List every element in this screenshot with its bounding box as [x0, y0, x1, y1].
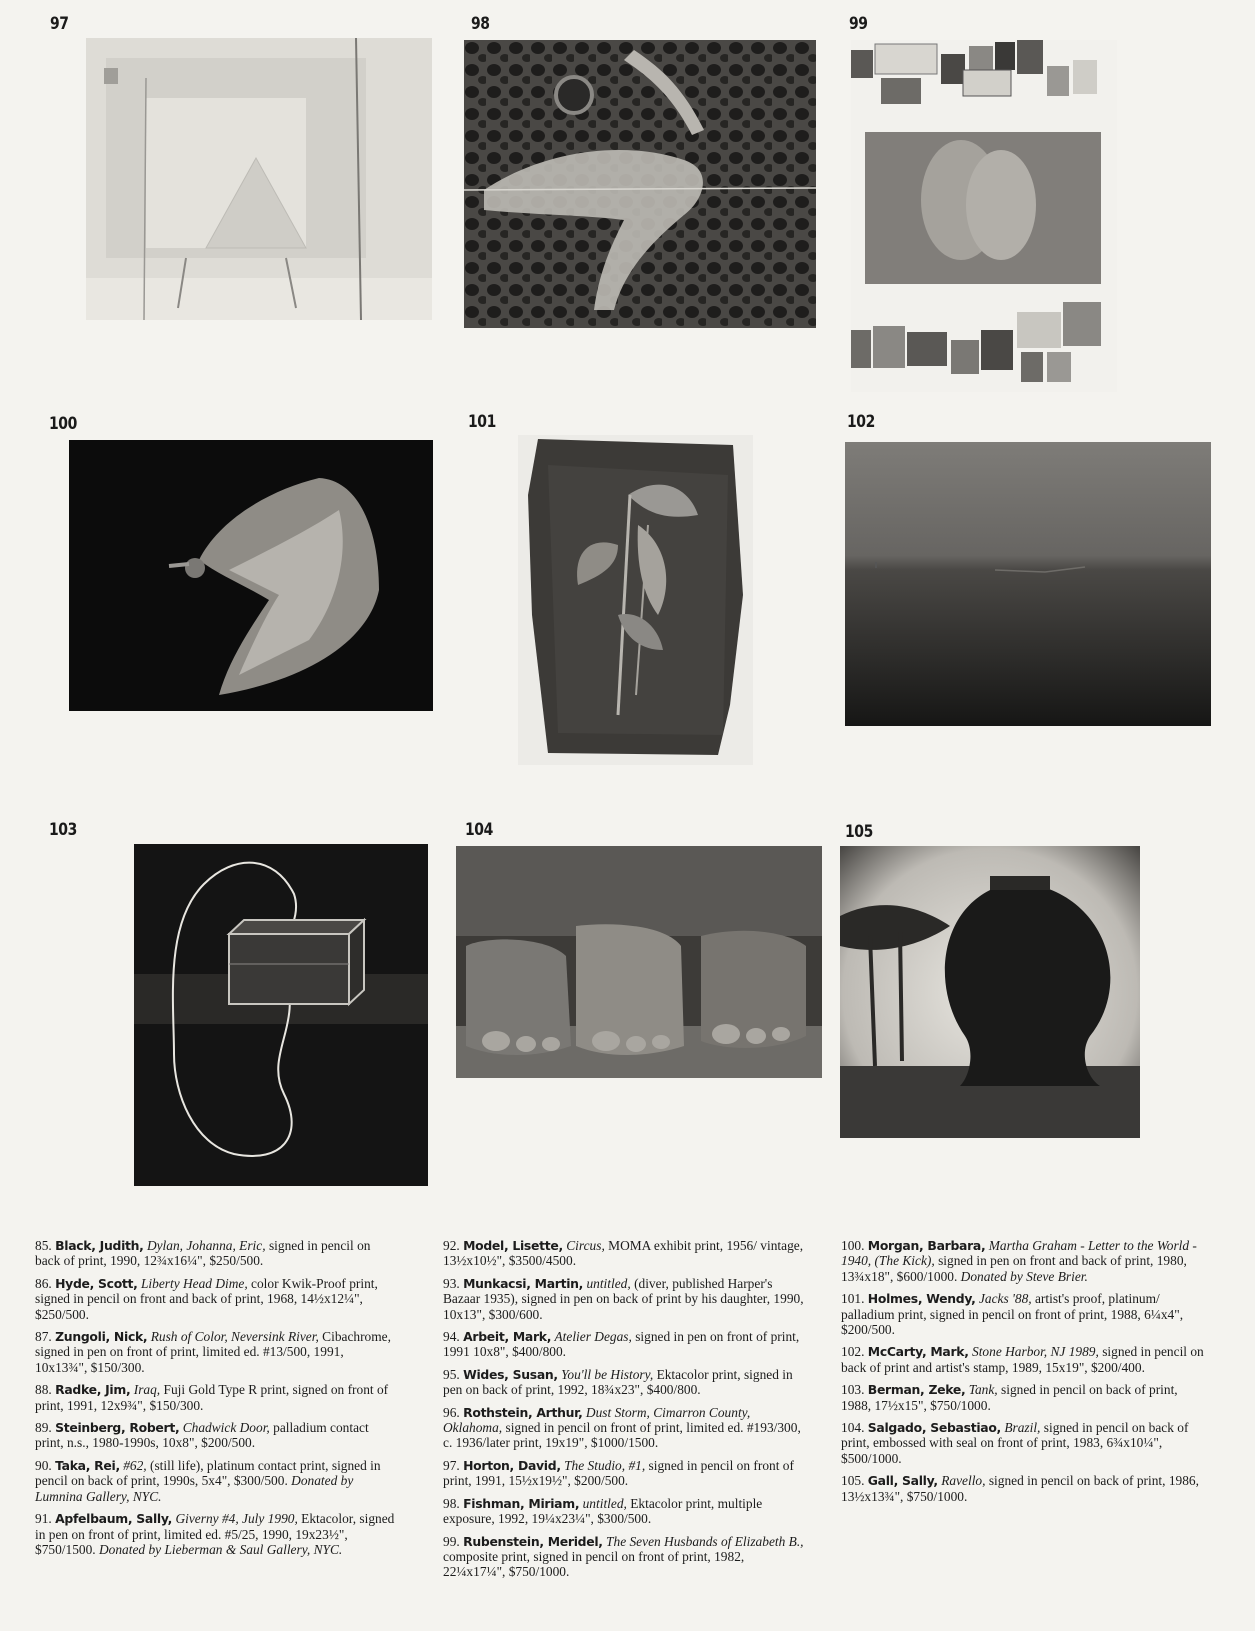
lot-number: 99: [849, 14, 868, 34]
caption: 101. Holmes, Wendy, Jacks '88, artist's proof, platinum/ palladium print, signed in pencil on front of print, 1988, 6¼x4", $200/500.: [841, 1291, 1184, 1338]
photo-landscape: [845, 442, 1211, 726]
lot-number: 101: [468, 412, 496, 432]
caption: 93. Munkacsi, Martin, untitled, (diver, published Harper's Bazaar 1935), signed in pen on back of print by his daughter, 1990, 10x13", $300/600.: [443, 1275, 804, 1322]
photo-studio: [86, 38, 432, 320]
caption: 89. Steinberg, Robert, Chadwick Door, palladium contact print, n.s., 1980-1990s, 10x8", $200/500.: [35, 1420, 369, 1451]
caption: 92. Model, Lisette, Circus, MOMA exhibit print, 1956/ vintage, 13½x10½", $3500/4500.: [443, 1238, 804, 1269]
caption-column-1: [35, 1238, 397, 1564]
lot-number: 104: [465, 820, 493, 840]
lot-number: 105: [845, 822, 873, 842]
lot-number: 97: [50, 14, 69, 34]
caption: 95. Wides, Susan, You'll be History, Ektacolor print, signed in pen on back of print, 1992, 18¾x23", $400/800.: [443, 1366, 793, 1398]
caption: 88. Radke, Jim, Iraq, Fuji Gold Type R print, signed on front of print, 1991, 12x9¾", $150/300.: [35, 1382, 389, 1413]
photo-tank: [134, 844, 428, 1186]
caption: 97. Horton, David, The Studio, #1, signed in pencil on front of print, 1991, 15½x19½", $200/500.: [443, 1457, 794, 1489]
photo-collage: [851, 40, 1117, 392]
photo-feet: [456, 846, 822, 1078]
photo-urn: [840, 846, 1140, 1138]
caption: 90. Taka, Rei, #62, (still life), platinum contact print, signed in pencil on back of print, 1990s, 5x4", $300/500. Donated by Lumnina Gallery, NYC.: [35, 1457, 381, 1504]
lot-number: 98: [471, 14, 490, 34]
caption: 105. Gall, Sally, Ravello, signed in pencil on back of print, 1986, 13½x13¾", $750/1000.: [841, 1473, 1199, 1504]
caption-column-2: [443, 1238, 809, 1587]
lot-number: 102: [847, 412, 875, 432]
caption: 91. Apfelbaum, Sally, Giverny #4, July 1990, Ektacolor, signed in pen on front of print, limited ed. #5/25, 1990, 19x23½", $750/1500. Donated by Lieberman & Saul Gallery, NYC.: [35, 1511, 395, 1557]
caption-column-3: [841, 1238, 1207, 1511]
caption: 85. Black, Judith, Dylan, Johanna, Eric, signed in pencil on back of print, 1990, 12¾x16¼", $250/500.: [35, 1238, 371, 1269]
photo-dancer: [69, 440, 433, 711]
caption: 94. Arbeit, Mark, Atelier Degas, signed in pen on front of print, 1991 10x8", $400/800.: [443, 1329, 800, 1360]
caption: 87. Zungoli, Nick, Rush of Color, Neversink River, Cibachrome, signed in pen on front of print, limited ed. #13/500, 1991, 10x13¾", $150/300.: [35, 1329, 391, 1375]
caption: 100. Morgan, Barbara, Martha Graham - Letter to the World - 1940, (The Kick), signed in pen on front and back of print, 1980, 13¾x18", $600/1000. Donated by Steve Brier.: [841, 1238, 1197, 1284]
caption: 103. Berman, Zeke, Tank, signed in pencil on back of print, 1988, 17½x15", $750/1000.: [841, 1382, 1178, 1413]
lot-number: 103: [49, 820, 77, 840]
caption: 102. McCarty, Mark, Stone Harbor, NJ 1989, signed in pencil on back of print and artist's stamp, 1989, 15x19", $200/400.: [841, 1344, 1204, 1375]
photo-leaf: [518, 435, 753, 765]
photo-multiple-exposure: [464, 40, 816, 328]
caption: 96. Rothstein, Arthur, Dust Storm, Cimarron County, Oklahoma, signed in pencil on front of print, limited ed. #193/300, c. 1936/later print, 19x19", $1000/1500.: [443, 1404, 801, 1451]
lot-number: 100: [49, 414, 77, 434]
caption: 99. Rubenstein, Meridel, The Seven Husbands of Elizabeth B., composite print, signed in pencil on front of print, 1982, 22¼x17¼", $750/1000.: [443, 1533, 804, 1580]
caption: 86. Hyde, Scott, Liberty Head Dime, color Kwik-Proof print, signed in pencil on front and back of print, 1968, 14½x12¼", $250/500.: [35, 1275, 378, 1322]
caption: 104. Salgado, Sebastiao, Brazil, signed in pencil on back of print, embossed with seal on front of print, 1983, 6¾x10¼", $500/1000.: [841, 1420, 1189, 1466]
caption: 98. Fishman, Miriam, untitled, Ektacolor print, multiple exposure, 1992, 19¼x23¼", $300/500.: [443, 1495, 763, 1527]
